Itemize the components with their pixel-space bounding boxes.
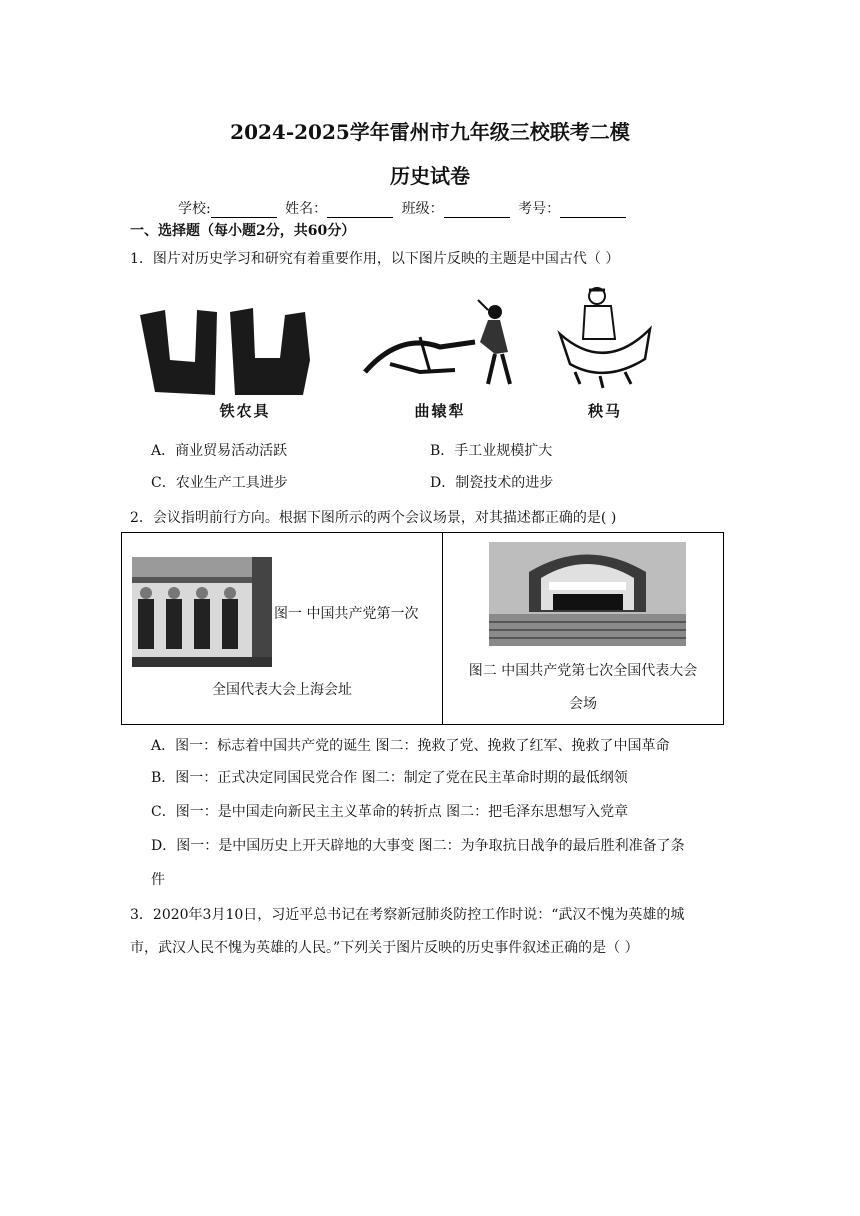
q1-option-c[interactable]: C．农业生产工具进步 [151, 475, 288, 491]
name-label: 姓名： [285, 201, 328, 217]
first-congress-site-photo [132, 557, 272, 667]
student-info-line [178, 198, 630, 218]
figure-two-caption-line2: 会场 [569, 696, 597, 712]
q2-image-table [121, 532, 724, 725]
q2-option-d[interactable]: D．图一：是中国历史上开天辟地的大事变 图二：为争取抗日战争的最后胜利准备了条 [151, 838, 685, 854]
q1-option-d[interactable]: D．制瓷技术的进步 [430, 475, 554, 491]
class-label: 班级： [401, 201, 444, 217]
q3-stem-line2: 市，武汉人民不愧为英雄的人民。”下列关于图片反映的历史事件叙述正确的是（ ） [130, 940, 639, 956]
q2-option-b[interactable]: B．图一：正式决定同国民党合作 图二：制定了党在民主革命时期的最低纲领 [151, 770, 628, 786]
q3-stem-line1: 3．2020年3月10日，习近平总书记在考察新冠肺炎防控工作时说：“武汉不愧为英雄的城 [130, 907, 685, 923]
iron-tools-image [135, 300, 320, 400]
school-blank [211, 203, 277, 218]
iron-tools-label: 铁农具 [219, 402, 271, 420]
q2-option-a[interactable]: A．图一：标志着中国共产党的诞生 图二：挽救了党、挽救了红军、挽救了中国革命 [151, 738, 670, 754]
figure-two-caption-line1: 图二 中国共产党第七次全国代表大会 [468, 663, 698, 679]
q1-stem: 1．图片对历史学习和研究有着重要作用，以下图片反映的主题是中国古代（ ） [130, 251, 620, 267]
q2-option-d-continued: 件 [151, 872, 165, 888]
q1-option-b[interactable]: B．手工业规模扩大 [430, 443, 553, 459]
q2-figure-one-cell [122, 533, 443, 725]
q1-option-a[interactable]: A．商业贸易活动活跃 [151, 443, 288, 459]
q2-stem: 2．会议指明前行方向。根据下图所示的两个会议场景，对其描述都正确的是( ) [130, 510, 617, 526]
figure-one-caption-line1: 图一 中国共产党第一次 [274, 606, 419, 622]
exam-number-blank [560, 203, 626, 218]
rice-horse-label: 秧马 [587, 402, 622, 420]
figure-one-caption-line2: 全国代表大会上海会址 [212, 682, 352, 698]
exam-title: 2024-2025学年雷州市九年级三校联考二模 [230, 120, 630, 144]
exam-subtitle: 历史试卷 [390, 164, 470, 188]
seventh-congress-hall-photo [489, 542, 686, 646]
exam-number-label: 考号： [518, 201, 561, 217]
section-heading: 一、选择题（每小题2分，共60分） [130, 223, 356, 239]
q2-option-c[interactable]: C．图一：是中国走向新民主主义革命的转折点 图二：把毛泽东思想写入党章 [151, 804, 629, 820]
name-blank [327, 203, 393, 218]
school-label: 学校: [178, 201, 211, 217]
curved-plough-label: 曲辕犁 [414, 402, 466, 420]
rice-horse-image [555, 284, 655, 394]
q2-figure-two-cell [443, 533, 724, 725]
curved-plough-image [360, 292, 520, 392]
class-blank [444, 203, 510, 218]
